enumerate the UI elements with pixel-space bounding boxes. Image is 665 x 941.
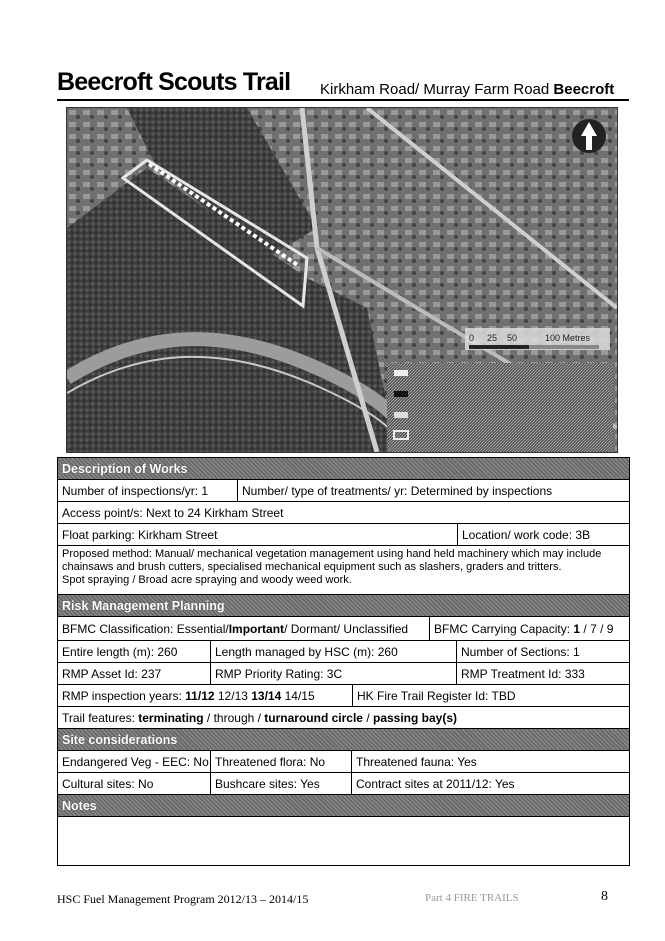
table-row [58, 480, 629, 502]
contract-sites-cell: Contract sites at 2011/12: Yes [356, 776, 515, 791]
table-row [58, 641, 629, 663]
asset-id-cell: RMP Asset Id: 237 [58, 663, 211, 684]
capacity-text: BFMC Carrying Capacity: [434, 621, 574, 636]
suburb-name: Beecroft [553, 81, 615, 98]
table-row [58, 524, 629, 546]
section-header-notes: Notes [58, 795, 629, 817]
access-point-cell: Access point/s: Next to 24 Kirkham Street [62, 505, 284, 520]
features-text: Trail features: [62, 710, 139, 725]
treatments-cell: Number/ type of treatments/ yr: Determined by inspections [242, 483, 553, 498]
treatment-id-cell: RMP Treatment Id: 333 [461, 666, 585, 681]
eec-cell: Endangered Veg - EEC: No [58, 751, 211, 772]
trail-details-table [57, 457, 630, 866]
road-name: Kirkham Road/ Murray Farm Road [320, 81, 550, 98]
footer-part: Part 4 FIRE TRAILS [425, 892, 519, 904]
map-legend [387, 363, 613, 452]
scale-tick-25: 25 [487, 333, 498, 343]
page-title: Beecroft Scouts Trail [57, 68, 291, 96]
footer-program: HSC Fuel Management Program 2012/13 – 2014/15 [57, 892, 309, 906]
entire-length-cell: Entire length (m): 260 [58, 641, 211, 662]
page-number: 8 [601, 889, 608, 904]
location-code-cell: Location/ work code: 3B [462, 527, 591, 542]
table-row [58, 663, 629, 685]
feature-turnaround: turnaround circle [264, 710, 363, 725]
aerial-photo [67, 108, 617, 452]
capacity-selected: 1 [573, 621, 581, 636]
title-rule [57, 99, 629, 101]
proposed-method-cell [58, 546, 629, 594]
scale-tick-100: 100 Metres [545, 333, 591, 343]
inspections-cell: Number of inspections/yr: 1 [58, 480, 238, 501]
bfmc-classification-cell [58, 617, 430, 640]
bfmc-class-text-rest: / Dormant/ Unclassified [284, 621, 409, 636]
features-sep: / through / [203, 710, 265, 725]
table-row [58, 751, 629, 773]
insp-year-text-last: 14/15 [281, 688, 315, 703]
section-header-risk: Risk Management Planning [58, 595, 629, 617]
scale-tick-0: 0 [469, 333, 475, 343]
method-line-1: Proposed method: Manual/ mechanical vegetation management using hand held machinery which may include [62, 548, 602, 560]
table-row [58, 707, 629, 729]
insp-years-text: RMP inspection years: [62, 688, 186, 703]
insp-year-text: 12/13 [214, 688, 252, 703]
feature-terminating: terminating [138, 710, 204, 725]
insp-year-current: 11/12 [185, 688, 215, 703]
sections-count-cell: Number of Sections: 1 [461, 644, 580, 659]
cultural-sites-cell: Cultural sites: No [58, 773, 211, 794]
table-row [58, 773, 629, 795]
inspection-years-cell [58, 685, 353, 706]
table-row [58, 617, 629, 641]
scale-tick-50: 50 [507, 333, 518, 343]
carrying-capacity-cell [430, 617, 629, 640]
capacity-text-rest: / 7 / 9 [580, 621, 614, 636]
feature-passing-bay: passing bay(s) [373, 710, 458, 725]
section-header-site: Site considerations [58, 729, 629, 751]
notes-area [58, 817, 629, 865]
threatened-fauna-cell: Threatened fauna: Yes [356, 754, 477, 769]
table-row [58, 685, 629, 707]
bfmc-class-text: BFMC Classification: Essential/ [62, 621, 229, 636]
location-subtitle [320, 81, 614, 98]
insp-year-selected: 13/14 [251, 688, 282, 703]
length-managed-cell: Length managed by HSC (m): 260 [211, 641, 457, 662]
trail-features-cell [58, 707, 629, 728]
bushcare-sites-cell: Bushcare sites: Yes [211, 773, 352, 794]
threatened-flora-cell: Threatened flora: No [211, 751, 352, 772]
method-line-2: chainsaws and brush cutters, specialised mechanical equipment such as slashers, graders and tritters. [62, 561, 562, 573]
features-sep-2: / [362, 710, 373, 725]
section-header-description: Description of Works [58, 458, 629, 480]
register-id-cell: HK Fire Trail Register Id: TBD [357, 688, 516, 703]
table-row [58, 502, 629, 524]
table-row [58, 546, 629, 595]
priority-rating-cell: RMP Priority Rating: 3C [211, 663, 457, 684]
float-parking-cell: Float parking: Kirkham Street [58, 524, 458, 545]
aerial-map [66, 107, 618, 453]
scale-bar [465, 328, 610, 350]
bfmc-class-selected: Important [228, 621, 285, 636]
method-line-3: Spot spraying / Broad acre spraying and woody weed work. [62, 574, 352, 586]
